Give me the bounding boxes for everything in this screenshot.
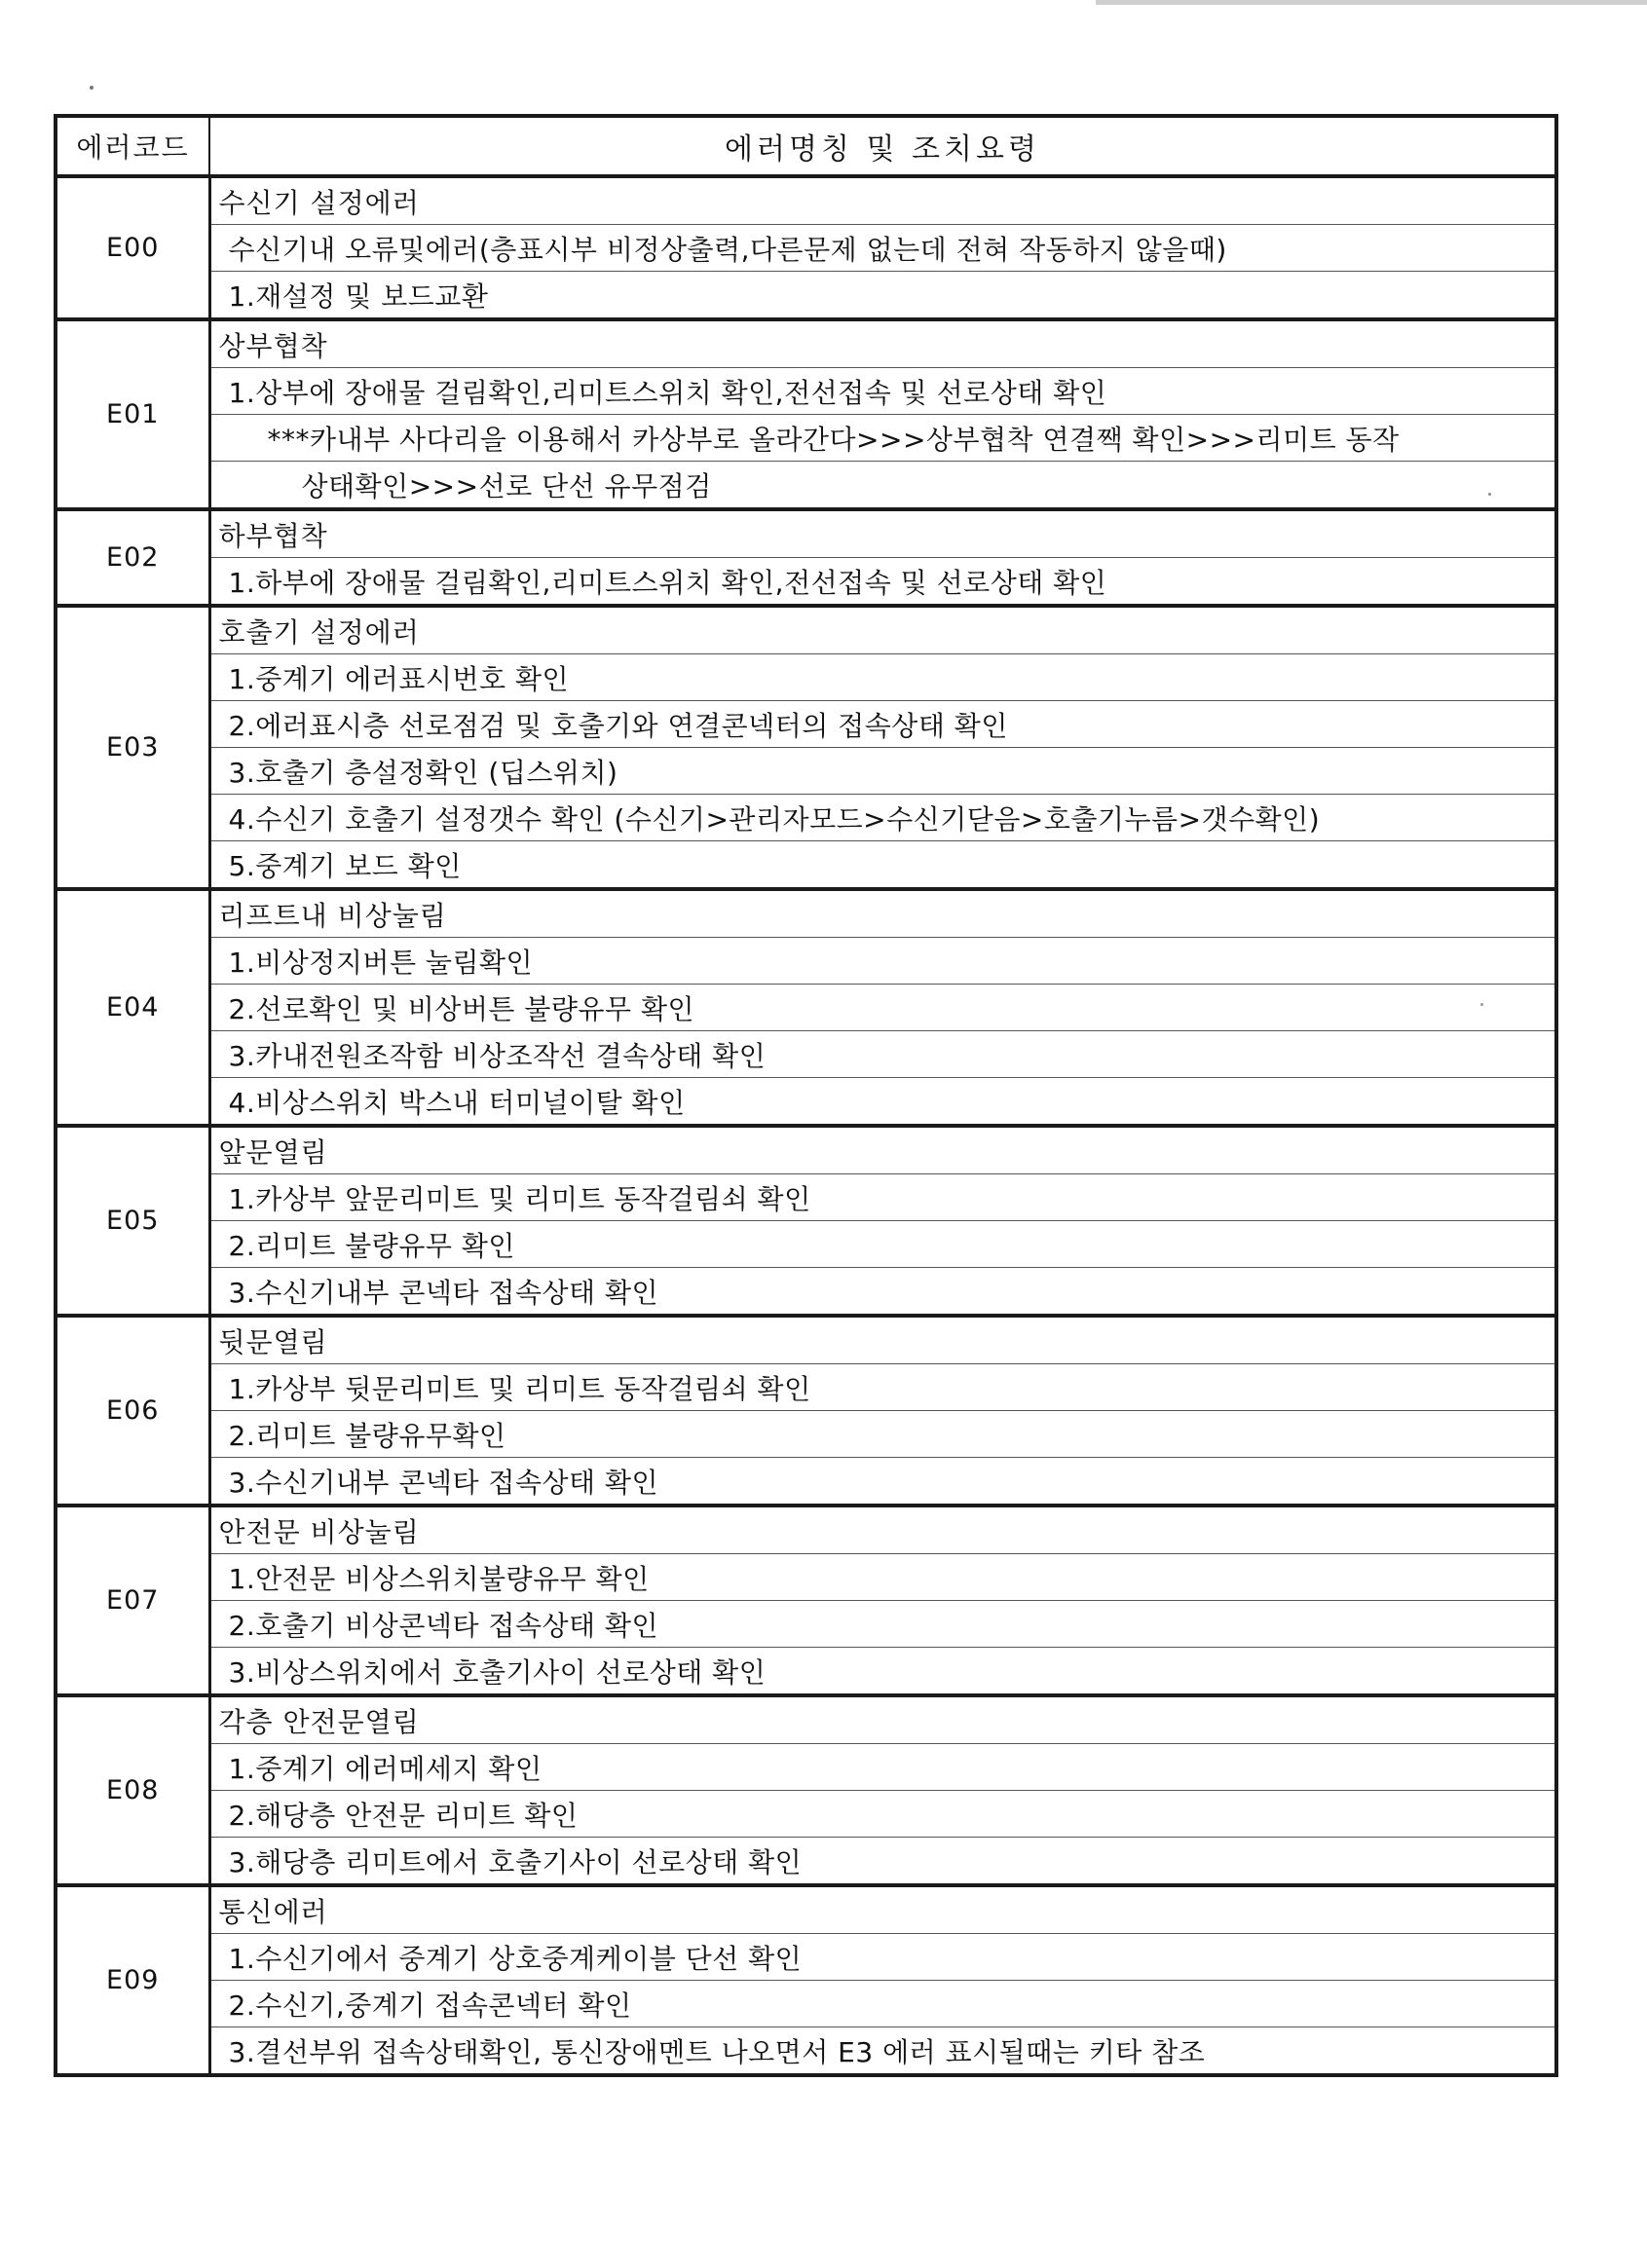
table-header-row	[56, 116, 1556, 176]
action-step-text: 3.수신기내부 콘넥타 접속상태 확인	[228, 1276, 659, 1309]
action-step-cell	[209, 1744, 1556, 1791]
error-title-cell	[209, 176, 1556, 225]
action-step-cell	[209, 1174, 1556, 1221]
error-code-cell: E09	[56, 1885, 209, 2075]
action-step-text: 2.선로확인 및 비상버튼 불량유무 확인	[228, 992, 695, 1025]
action-step-cell	[209, 1934, 1556, 1981]
action-step-cell	[209, 2027, 1556, 2076]
action-step-cell	[209, 1791, 1556, 1838]
table-row	[56, 1506, 1556, 1554]
action-step-text: 3.호출기 층설정확인 (딥스위치)	[228, 756, 618, 789]
error-title-cell	[209, 319, 1556, 368]
action-step-text: 3.카내전원조작함 비상조작선 결속상태 확인	[228, 1039, 767, 1072]
action-step-cell	[209, 748, 1556, 795]
error-code-cell: E04	[56, 889, 209, 1126]
action-step-text: 4.수신기 호출기 설정갯수 확인 (수신기>관리자모드>수신기닫음>호출기누름>갯수확인)	[228, 802, 1321, 836]
error-code-cell: E08	[56, 1695, 209, 1885]
action-step-text: 1.카상부 앞문리미트 및 리미트 동작걸림쇠 확인	[228, 1182, 811, 1215]
action-step-cell	[209, 1364, 1556, 1411]
error-title-cell	[209, 606, 1556, 654]
table-row	[56, 1981, 1556, 2027]
error-code-cell: E03	[56, 606, 209, 889]
error-code-table	[54, 114, 1558, 2077]
action-step-text: 1.하부에 장애물 걸림확인,리미트스위치 확인,전선접속 및 선로상태 확인	[228, 566, 1107, 599]
action-step-cell	[209, 1411, 1556, 1458]
table-row	[56, 225, 1556, 272]
action-step-cell	[209, 558, 1556, 607]
action-step-cell	[209, 1031, 1556, 1078]
action-step-text: 2.해당층 안전문 리미트 확인	[228, 1799, 579, 1832]
action-step-text: 1.상부에 장애물 걸림확인,리미트스위치 확인,전선접속 및 선로상태 확인	[228, 376, 1107, 409]
table-row	[56, 985, 1556, 1031]
error-title-text: 리프트내 비상눌림	[218, 899, 447, 932]
table-row	[56, 272, 1556, 320]
error-title-text: 하부협착	[218, 519, 328, 552]
action-step-text: 2.리미트 불량유무확인	[228, 1419, 506, 1452]
action-step-cell	[209, 1458, 1556, 1506]
error-code-sheet	[54, 114, 1558, 2077]
table-row	[56, 1554, 1556, 1601]
error-title-cell	[209, 1316, 1556, 1364]
action-step-cell	[209, 701, 1556, 748]
action-step-cell	[209, 272, 1556, 320]
table-row	[56, 462, 1556, 510]
action-step-text: 1.카상부 뒷문리미트 및 리미트 동작걸림쇠 확인	[228, 1372, 811, 1405]
action-step-text: 수신기내 오류및에러(층표시부 비정상출력,다른문제 없는데 전혀 작동하지 않을때)	[228, 233, 1227, 266]
action-step-cell	[209, 462, 1556, 510]
error-title-text: 호출기 설정에러	[218, 615, 420, 649]
table-row	[56, 701, 1556, 748]
error-title-text: 각층 안전문열림	[218, 1705, 420, 1738]
error-title-text: 통신에러	[218, 1895, 328, 1928]
action-step-cell	[209, 1268, 1556, 1317]
table-row	[56, 176, 1556, 225]
table-row	[56, 1411, 1556, 1458]
error-code-cell: E05	[56, 1126, 209, 1316]
header-code: 에러코드	[56, 116, 209, 176]
error-code-cell: E07	[56, 1506, 209, 1695]
table-row	[56, 748, 1556, 795]
error-title-cell	[209, 509, 1556, 558]
table-row	[56, 1838, 1556, 1886]
table-row	[56, 1364, 1556, 1411]
action-step-text: 3.해당층 리미트에서 호출기사이 선로상태 확인	[228, 1845, 803, 1878]
action-step-cell	[209, 1554, 1556, 1601]
action-step-cell	[209, 368, 1556, 415]
error-title-cell	[209, 1506, 1556, 1554]
action-step-text: 5.중계기 보드 확인	[228, 849, 462, 882]
action-step-cell	[209, 1601, 1556, 1648]
table-row	[56, 1934, 1556, 1981]
action-step-cell	[209, 938, 1556, 985]
error-title-cell	[209, 1695, 1556, 1744]
action-step-text: 4.비상스위치 박스내 터미널이탈 확인	[228, 1086, 686, 1119]
table-row	[56, 1221, 1556, 1268]
table-row	[56, 795, 1556, 841]
action-step-cell	[209, 1648, 1556, 1696]
table-row	[56, 558, 1556, 607]
table-row	[56, 2027, 1556, 2076]
action-step-cell	[209, 225, 1556, 272]
action-step-text: 1.비상정지버튼 눌림확인	[228, 946, 534, 979]
action-step-cell	[209, 985, 1556, 1031]
table-row	[56, 841, 1556, 890]
action-step-text: 3.비상스위치에서 호출기사이 선로상태 확인	[228, 1655, 767, 1689]
table-row	[56, 1601, 1556, 1648]
action-note-text: 상태확인>>>선로 단선 유무점검	[301, 469, 712, 502]
action-step-text: 1.재설정 및 보드교환	[228, 279, 489, 313]
table-row	[56, 1695, 1556, 1744]
table-row	[56, 415, 1556, 462]
action-step-text: 2.수신기,중계기 접속콘넥터 확인	[228, 1989, 632, 2022]
table-row	[56, 368, 1556, 415]
action-step-text: 3.결선부위 접속상태확인, 통신장애멘트 나오면서 E3 에러 표시될때는 키타 참조	[228, 2035, 1206, 2068]
table-row	[56, 1126, 1556, 1174]
table-row	[56, 1744, 1556, 1791]
table-row	[56, 319, 1556, 368]
table-row	[56, 654, 1556, 701]
action-note-text: ***카내부 사다리을 이용해서 카상부로 올라간다>>>상부협착 연결짹 확인>>>리미트 동작	[267, 423, 1400, 456]
action-step-cell	[209, 795, 1556, 841]
action-step-text: 3.수신기내부 콘넥타 접속상태 확인	[228, 1466, 659, 1499]
action-step-cell	[209, 1078, 1556, 1127]
error-title-cell	[209, 1126, 1556, 1174]
table-row	[56, 1031, 1556, 1078]
error-title-cell	[209, 1885, 1556, 1934]
header-description: 에러명칭 및 조치요령	[209, 116, 1556, 176]
action-step-cell	[209, 841, 1556, 890]
table-row	[56, 1791, 1556, 1838]
error-title-text: 뒷문열림	[218, 1325, 328, 1358]
action-step-cell	[209, 1838, 1556, 1886]
action-step-text: 2.리미트 불량유무 확인	[228, 1229, 515, 1262]
action-step-cell	[209, 654, 1556, 701]
action-step-text: 2.에러표시층 선로점검 및 호출기와 연결콘넥터의 접속상태 확인	[228, 709, 1008, 742]
error-title-text: 수신기 설정에러	[218, 186, 420, 219]
error-code-cell: E02	[56, 509, 209, 606]
table-row	[56, 938, 1556, 985]
table-row	[56, 1078, 1556, 1127]
scan-speck	[90, 86, 94, 90]
table-row	[56, 1316, 1556, 1364]
error-title-text: 상부협착	[218, 329, 328, 362]
table-row	[56, 1268, 1556, 1317]
error-title-text: 앞문열림	[218, 1135, 328, 1169]
error-code-cell: E01	[56, 319, 209, 509]
action-step-text: 1.수신기에서 중계기 상호중계케이블 단선 확인	[228, 1942, 803, 1975]
error-code-cell: E00	[56, 176, 209, 319]
table-row	[56, 1885, 1556, 1934]
error-code-cell: E06	[56, 1316, 209, 1506]
action-step-text: 1.중계기 에러표시번호 확인	[228, 662, 570, 695]
table-row	[56, 889, 1556, 938]
action-step-cell	[209, 1981, 1556, 2027]
action-step-text: 1.안전문 비상스위치불량유무 확인	[228, 1562, 650, 1595]
table-body	[56, 176, 1556, 2075]
table-row	[56, 509, 1556, 558]
action-step-cell	[209, 415, 1556, 462]
table-row	[56, 1174, 1556, 1221]
table-row	[56, 1648, 1556, 1696]
error-title-cell	[209, 889, 1556, 938]
action-step-text: 1.중계기 에러메세지 확인	[228, 1752, 543, 1785]
action-step-cell	[209, 1221, 1556, 1268]
table-row	[56, 606, 1556, 654]
table-row	[56, 1458, 1556, 1506]
scan-edge-mark	[1096, 0, 1647, 5]
error-title-text: 안전문 비상눌림	[218, 1515, 420, 1548]
action-step-text: 2.호출기 비상콘넥타 접속상태 확인	[228, 1609, 659, 1642]
